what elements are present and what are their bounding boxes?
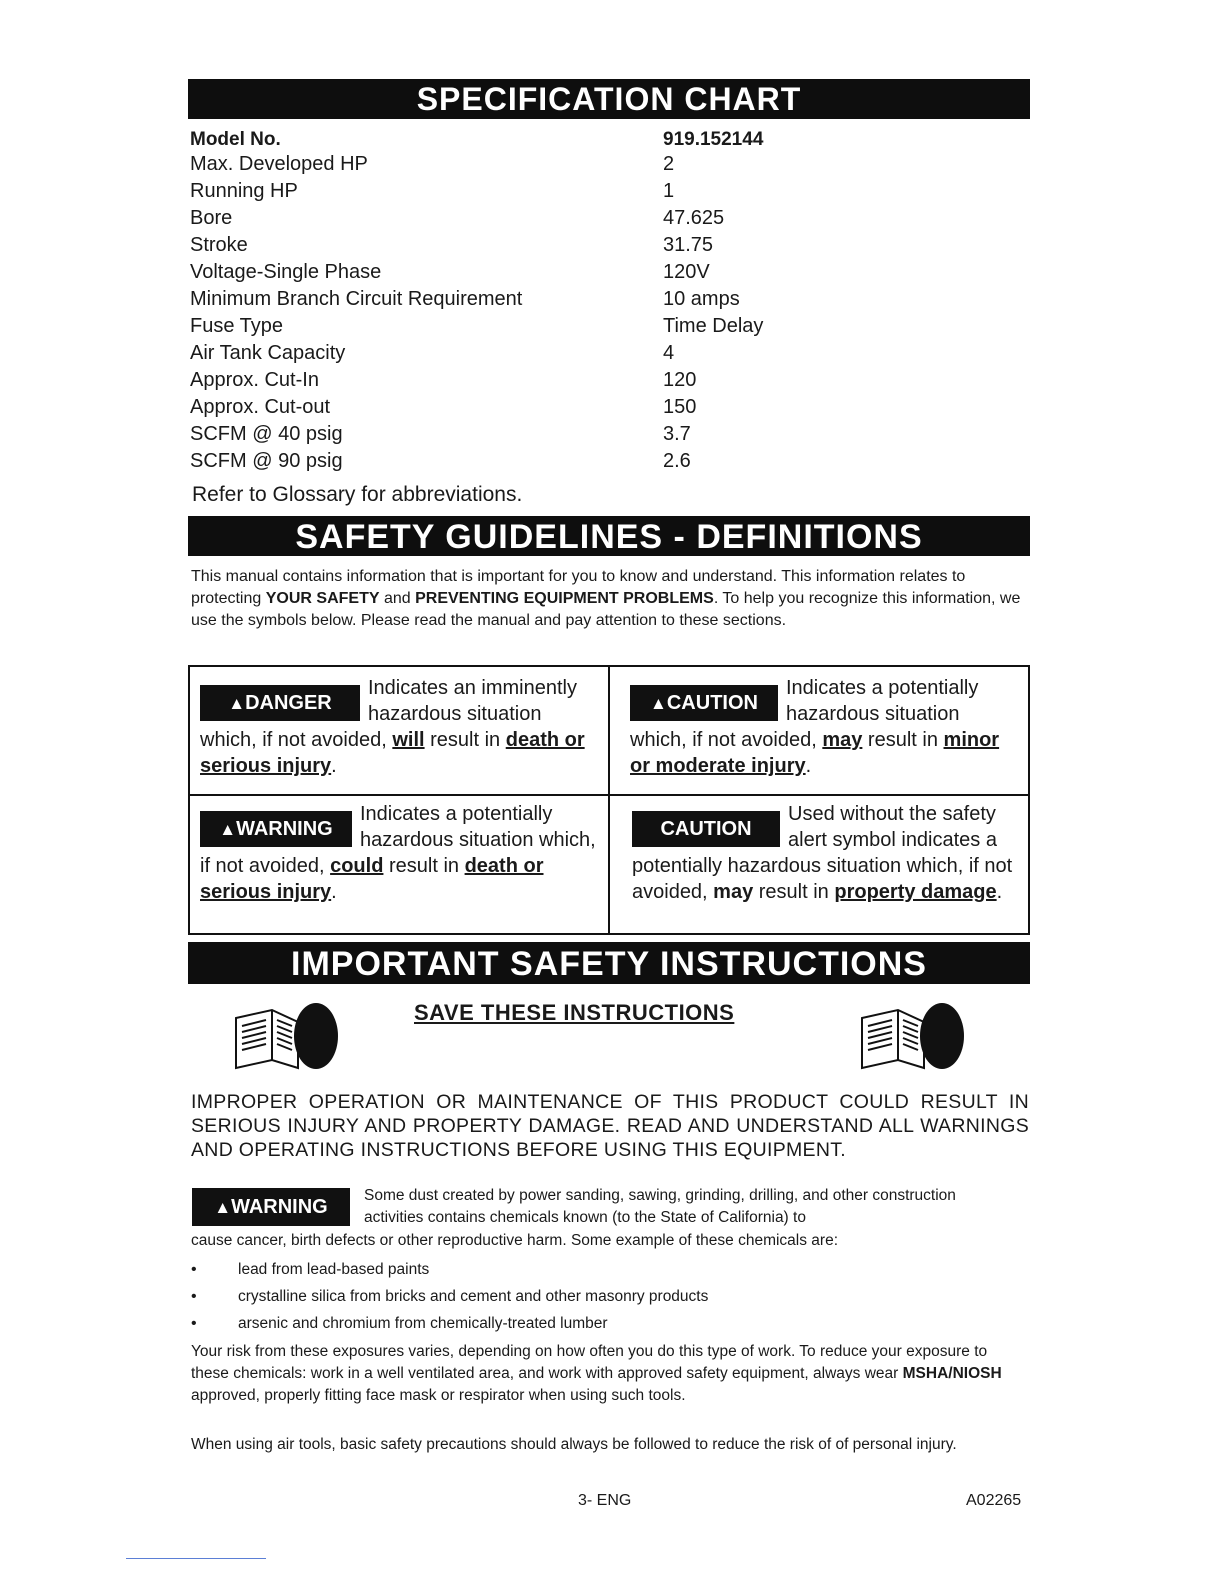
spec-label: Approx. Cut-In bbox=[190, 369, 319, 391]
caution-alert-badge: ▲CAUTION bbox=[630, 685, 778, 721]
caution-badge: CAUTION bbox=[632, 811, 780, 847]
intro-text: This manual contains information that is important for you to know and understand. This information relates to protecting bbox=[191, 568, 966, 607]
alert-triangle-icon: ▲ bbox=[214, 1198, 232, 1217]
spec-row bbox=[190, 340, 1030, 367]
intro-text: and bbox=[379, 590, 416, 607]
page-number: 3- ENG bbox=[578, 1492, 632, 1509]
spec-label: Stroke bbox=[190, 234, 248, 256]
safety-guidelines-title: SAFETY GUIDELINES - DEFINITIONS bbox=[188, 516, 1030, 556]
spec-value: 150 bbox=[663, 396, 697, 418]
warning-badge: ▲WARNING bbox=[192, 1188, 350, 1226]
spec-value: 2 bbox=[663, 153, 675, 175]
bullet-icon: • bbox=[191, 1288, 197, 1305]
danger-badge: ▲DANGER bbox=[200, 685, 360, 721]
spec-label: SCFM @ 40 psig bbox=[190, 423, 343, 445]
spec-label: Air Tank Capacity bbox=[190, 342, 346, 364]
list-item: • arsenic and chromium from chemically-treated lumber bbox=[191, 1310, 1021, 1337]
spec-value: 47.625 bbox=[663, 207, 725, 229]
msha-niosh-text: MSHA/NIOSH bbox=[902, 1365, 1002, 1382]
warning-badge: ▲WARNING bbox=[200, 811, 352, 847]
improper-operation-warning: IMPROPER OPERATION OR MAINTENANCE OF THIS PRODUCT COULD RESULT IN SERIOUS INJURY AND PROPERTY DAMAGE. READ AND UNDERSTAND ALL WARNINGS AND OPERATING INSTRUCTIONS BEFORE USING THIS EQUIPMENT. bbox=[191, 1091, 1029, 1161]
list-item: • crystalline silica from bricks and cement and other masonry products bbox=[191, 1283, 1021, 1310]
prop65-warning-text: Some dust created by power sanding, sawing, grinding, drilling, and other construction activities contains chemicals known (to the State of California) to bbox=[364, 1187, 956, 1226]
spec-row bbox=[190, 259, 1030, 286]
spec-row bbox=[190, 313, 1030, 340]
chemical-list bbox=[191, 1256, 1021, 1337]
prop65-warning-continued: cause cancer, birth defects or other reproductive harm. Some example of these chemicals are: bbox=[191, 1232, 839, 1249]
spec-value: 4 bbox=[663, 342, 675, 364]
alert-triangle-icon: ▲ bbox=[650, 694, 667, 713]
caution-alert-definition: ▲CAUTION Indicates a potentially hazardous situation which, if not avoided, may result in minor or moderate injury. bbox=[630, 677, 1000, 777]
alert-triangle-icon: ▲ bbox=[228, 694, 246, 713]
spec-value: 10 amps bbox=[663, 288, 740, 310]
glossary-note: Refer to Glossary for abbreviations. bbox=[192, 483, 523, 506]
spec-label: Running HP bbox=[190, 180, 298, 202]
alert-triangle-icon: ▲ bbox=[219, 820, 237, 839]
air-tools-paragraph: When using air tools, basic safety precautions should always be followed to reduce the risk of of personal injury. bbox=[191, 1436, 957, 1453]
save-instructions-heading: SAVE THESE INSTRUCTIONS bbox=[414, 1000, 735, 1025]
intro-bold-safety: YOUR SAFETY bbox=[265, 590, 380, 607]
bullet-icon: • bbox=[191, 1261, 197, 1278]
spec-label: Voltage-Single Phase bbox=[190, 261, 382, 283]
spec-table bbox=[190, 129, 1030, 475]
spec-value: 120 bbox=[663, 369, 697, 391]
bullet-icon: • bbox=[191, 1315, 197, 1332]
danger-definition: ▲DANGER Indicates an imminently hazardous situation which, if not avoided, will result in death or serious injury. bbox=[200, 677, 585, 777]
caution-definition: CAUTION Used without the safety alert symbol indicates a potentially hazardous situation which, if not avoided, may result in property damage. bbox=[632, 803, 1013, 903]
warning-definition: ▲WARNING Indicates a potentially hazardous situation which, if not avoided, could result in death or serious injury. bbox=[200, 803, 596, 903]
manual-book-icon bbox=[232, 996, 342, 1076]
spec-row bbox=[190, 178, 1030, 205]
grid-divider bbox=[608, 667, 610, 933]
spec-label: SCFM @ 90 psig bbox=[190, 450, 343, 472]
spec-row bbox=[190, 286, 1030, 313]
spec-value: 919.152144 bbox=[663, 129, 764, 150]
spec-label: Max. Developed HP bbox=[190, 153, 368, 175]
spec-row bbox=[190, 232, 1030, 259]
grid-divider bbox=[190, 794, 1028, 796]
intro-text: . To help you recognize this information, we use the symbols below. Please read the manual and pay attention to these sections. bbox=[191, 590, 1021, 629]
document-code: A02265 bbox=[966, 1492, 1022, 1509]
definitions-grid bbox=[188, 665, 1030, 935]
spec-row bbox=[190, 205, 1030, 232]
bottom-rule bbox=[126, 1558, 266, 1559]
spec-value: 3.7 bbox=[663, 423, 691, 445]
spec-value: 1 bbox=[663, 180, 675, 202]
important-safety-title: IMPORTANT SAFETY INSTRUCTIONS bbox=[188, 942, 1030, 984]
spec-row bbox=[190, 421, 1030, 448]
risk-paragraph: Your risk from these exposures varies, depending on how often you do this type of work. To reduce your exposure to these chemicals: work in a well ventilated area, and work with approved safety equipment, always wear MSHA/NIOSH approved, properly fitting face mask or respirator when using such tools. bbox=[191, 1343, 1002, 1404]
spec-value: 2.6 bbox=[663, 450, 691, 472]
spec-row bbox=[190, 151, 1030, 178]
safety-intro bbox=[191, 566, 1026, 632]
spec-label: Approx. Cut-out bbox=[190, 396, 331, 418]
spec-value: 31.75 bbox=[663, 234, 714, 256]
spec-label: Minimum Branch Circuit Requirement bbox=[190, 288, 523, 310]
spec-row bbox=[190, 394, 1030, 421]
spec-row bbox=[190, 448, 1030, 475]
spec-chart-title: SPECIFICATION CHART bbox=[188, 79, 1030, 119]
spec-row bbox=[190, 367, 1030, 394]
spec-label: Model No. bbox=[190, 129, 281, 150]
spec-label: Bore bbox=[190, 207, 233, 229]
spec-value: 120V bbox=[663, 261, 710, 283]
spec-label: Fuse Type bbox=[190, 315, 284, 337]
spec-header-row bbox=[190, 129, 1030, 151]
spec-value: Time Delay bbox=[663, 315, 764, 337]
list-item: • lead from lead-based paints bbox=[191, 1256, 1021, 1283]
manual-book-icon bbox=[858, 996, 968, 1076]
intro-bold-equipment: PREVENTING EQUIPMENT PROBLEMS bbox=[415, 590, 714, 607]
